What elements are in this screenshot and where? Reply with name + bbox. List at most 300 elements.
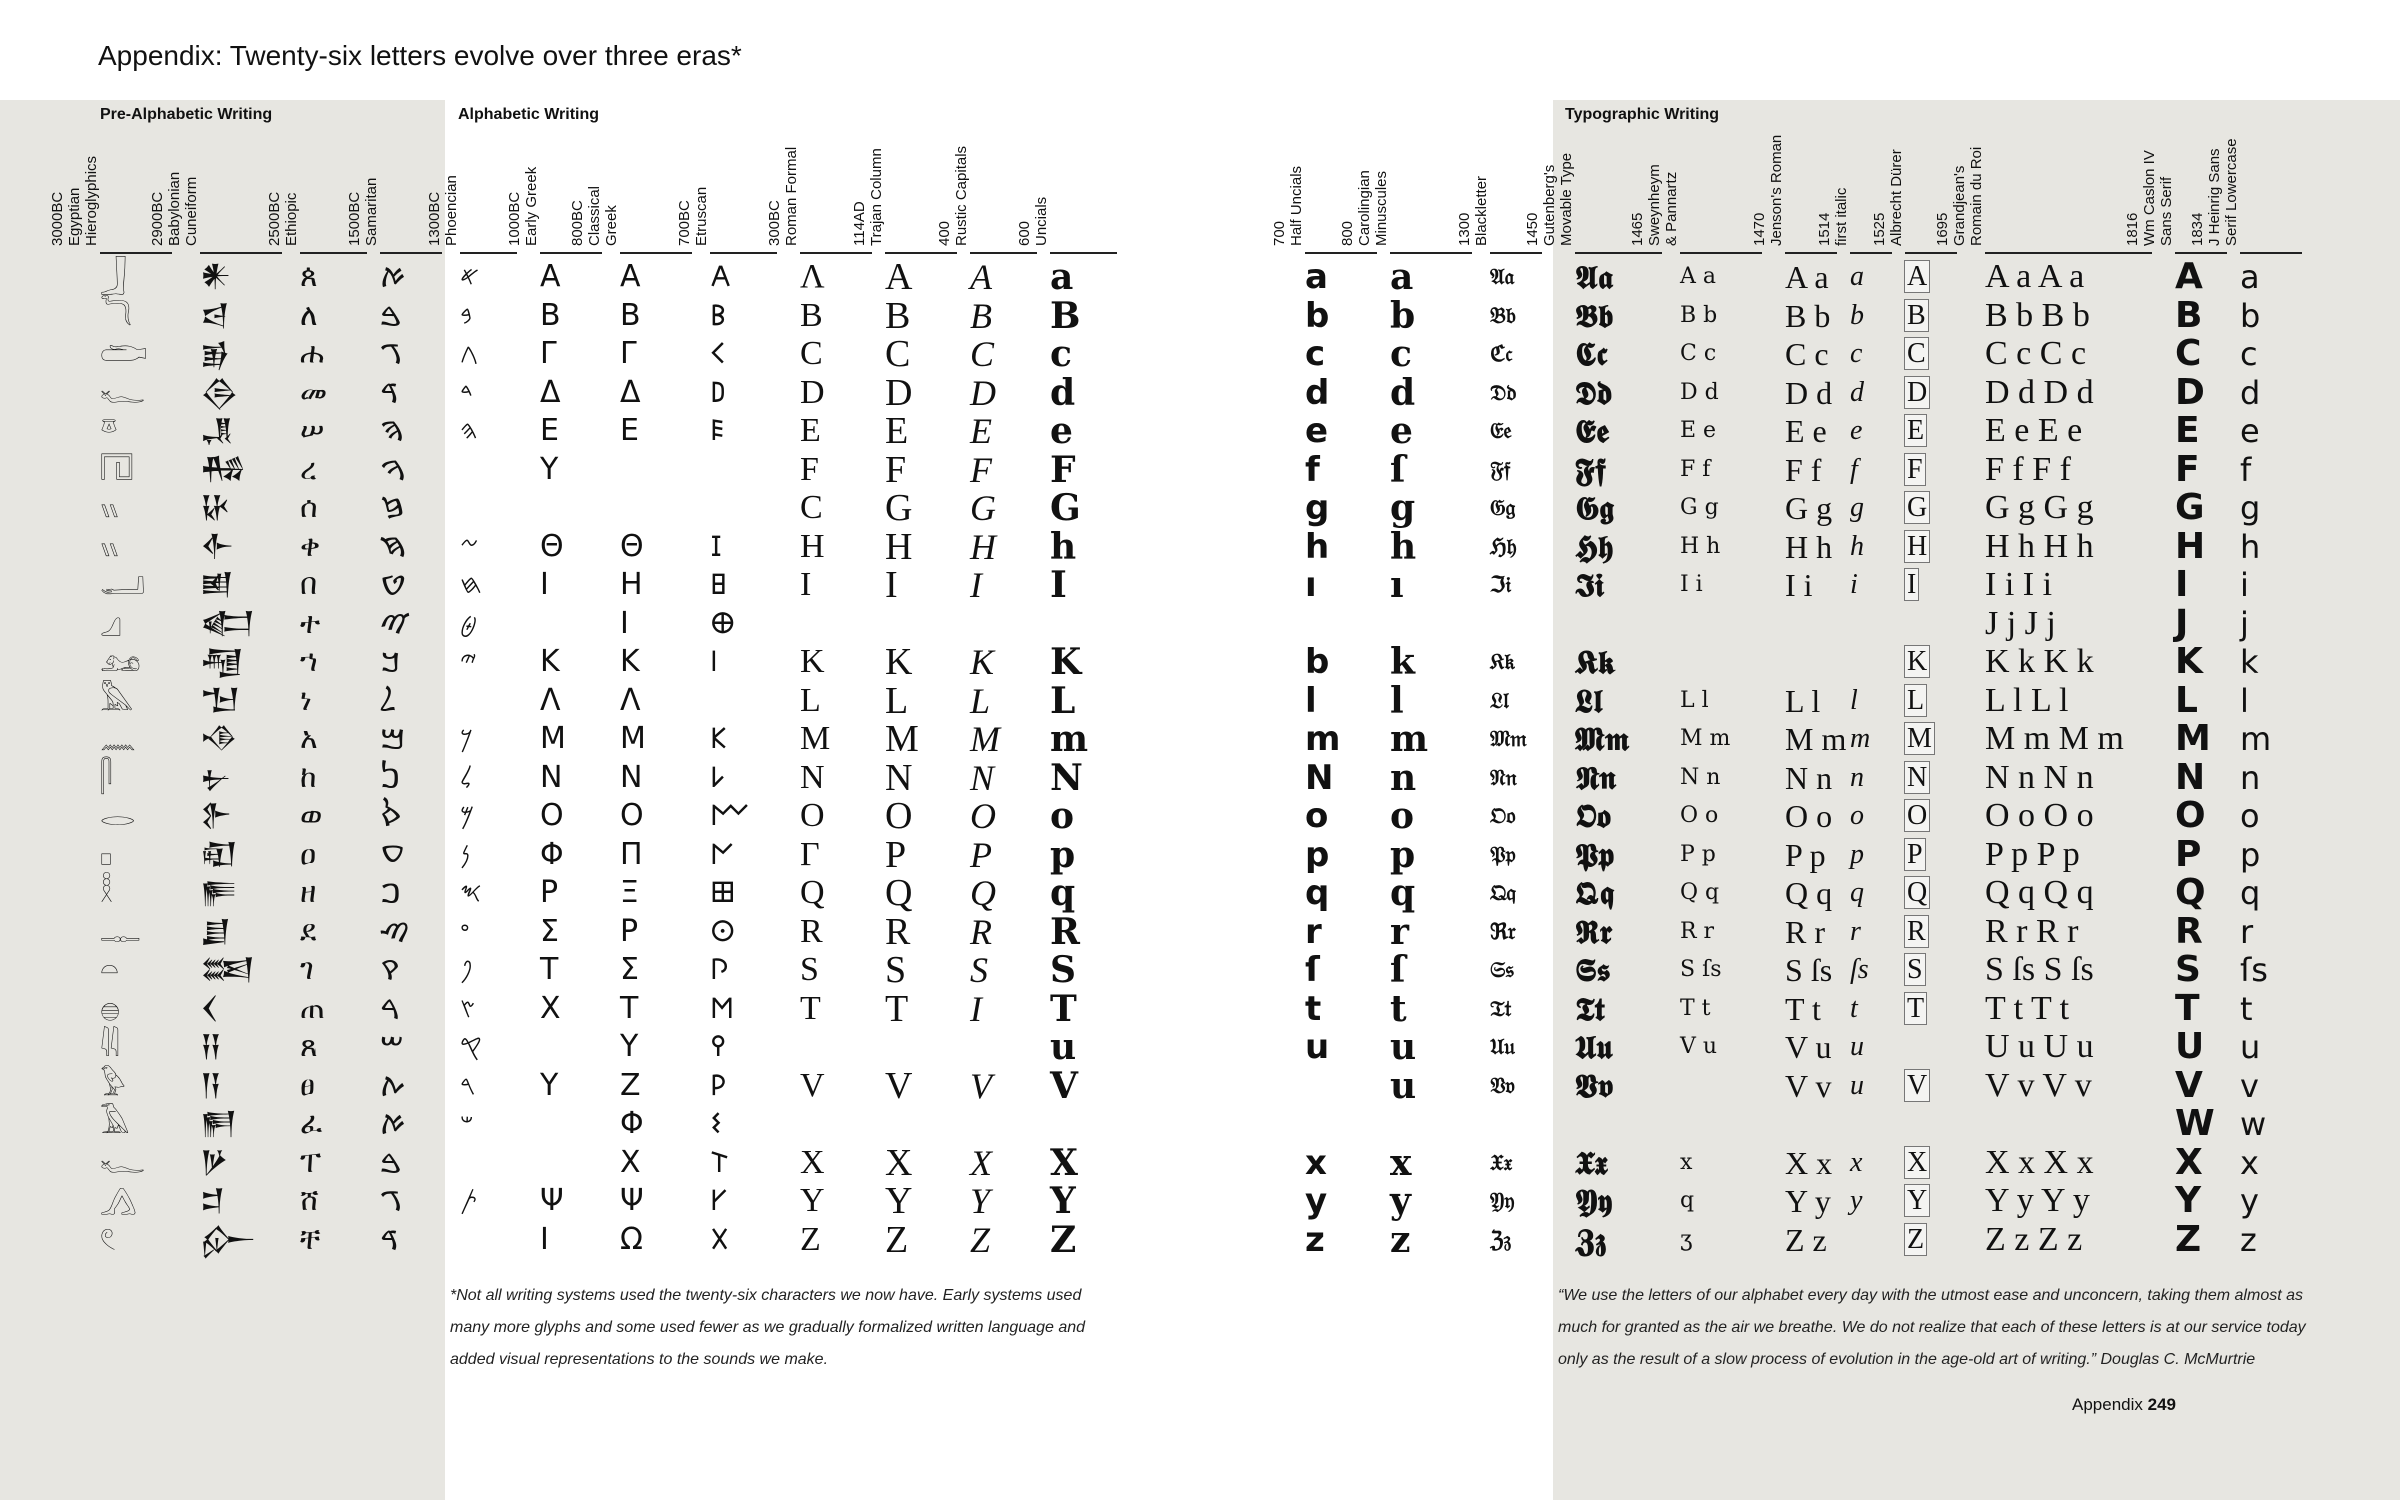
column-header <box>1524 120 1635 248</box>
glyph: E <box>970 411 992 451</box>
glyph: K <box>800 643 825 680</box>
glyph: d <box>1390 371 1416 414</box>
glyph: g <box>1390 487 1416 529</box>
glyph: 𐌐 <box>710 953 730 986</box>
glyph: ፀ <box>300 1067 315 1103</box>
glyph: H h <box>1785 528 1833 565</box>
glyph: I <box>970 565 982 605</box>
glyph: u <box>1390 1064 1417 1107</box>
glyph: 𓃀 <box>100 259 127 294</box>
glyph: Z z Z z <box>1985 1220 2083 1258</box>
glyph: q <box>1850 877 1864 908</box>
glyph: g <box>2240 489 2261 527</box>
glyph: h <box>1050 525 1077 568</box>
glyph: 𒀭 <box>200 259 232 294</box>
glyph: o <box>1305 796 1329 836</box>
glyph: 𒆷 <box>200 644 244 679</box>
glyph: Q <box>1907 877 1928 908</box>
glyph: 𝔎𝔨 <box>1490 649 1515 675</box>
column-header <box>2189 120 2300 248</box>
glyph: q <box>1050 872 1076 914</box>
glyph: 𓎛 <box>100 875 114 910</box>
column-earlygreek <box>506 120 610 1320</box>
glyph: L l <box>1785 682 1821 719</box>
column-header-line: 1500BC <box>346 191 363 246</box>
glyph: ſ <box>1305 950 1320 990</box>
glyph: 𓎼 <box>100 413 118 448</box>
glyph: k <box>2240 643 2259 681</box>
glyph: i <box>2240 566 2249 604</box>
glyph: ࠁ <box>380 1145 402 1179</box>
glyph: Λ <box>620 682 641 718</box>
glyph: X <box>800 1143 825 1181</box>
glyph: B b <box>1680 302 1718 328</box>
glyph: Z <box>885 1218 909 1261</box>
glyph: 𝔏𝔩 <box>1490 687 1509 714</box>
glyph: V <box>2175 1064 2203 1106</box>
glyph: ࠈ <box>380 568 407 601</box>
glyph: T t T t <box>1985 989 2070 1027</box>
glyph: X <box>2175 1141 2203 1183</box>
glyph: 𒁲 <box>200 374 239 410</box>
column-header-line: Jenson's Roman <box>1768 134 1785 246</box>
glyph: 𐤉 <box>460 647 477 677</box>
glyph: 𝕾𝖘 <box>1575 951 1611 989</box>
glyph: O <box>800 797 825 834</box>
page-title: Appendix: Twenty-six letters evolve over three eras* <box>98 40 742 71</box>
glyph: b <box>1305 295 1330 336</box>
glyph: f <box>1850 453 1858 485</box>
column-rule <box>1305 252 1377 254</box>
column-header-line: Serif Lowercase <box>2223 138 2240 246</box>
column-header-line: Grandjean's <box>1951 165 1968 246</box>
glyph: ࠊ <box>380 645 401 678</box>
column-header-line: 1525 <box>1871 212 1888 246</box>
column-etruscan <box>676 120 785 1320</box>
glyph: h <box>2240 527 2261 566</box>
glyph: ነ <box>300 682 312 718</box>
glyph: 𐤕 <box>460 1186 478 1216</box>
column-header-line: Uncials <box>1033 196 1050 246</box>
column-header-line: Classical <box>586 185 603 246</box>
glyph: 𒁀 <box>200 297 230 333</box>
column-rule <box>1490 252 1542 254</box>
glyph: p <box>1390 833 1416 876</box>
glyph: ከ <box>300 759 317 795</box>
glyph: B b B b <box>1985 296 2090 334</box>
glyph: C c <box>1785 336 1829 372</box>
glyph: D <box>800 373 825 411</box>
glyph: ጸ <box>300 1029 318 1064</box>
glyph: V v V v <box>1985 1066 2092 1104</box>
glyph: Κ <box>620 644 640 679</box>
glyph: O o <box>1680 803 1719 828</box>
glyph: C <box>1907 338 1926 369</box>
glyph: B <box>1907 299 1926 331</box>
glyph: D d <box>1680 379 1719 405</box>
glyph: A a <box>1785 259 1829 295</box>
glyph: Ψ <box>540 1183 564 1218</box>
glyph: Ι <box>540 567 549 602</box>
column-rule <box>800 252 872 254</box>
column-sweynheym <box>1629 120 1770 1320</box>
column-romanformal <box>766 120 880 1320</box>
glyph: M <box>970 719 1000 759</box>
glyph: Λ <box>540 682 561 718</box>
glyph: 𝕺𝖔 <box>1575 797 1611 835</box>
glyph: Β <box>540 297 561 333</box>
column-classicalgreek <box>569 120 700 1320</box>
glyph: Ξ <box>620 875 639 910</box>
glyph: ſ <box>1390 448 1406 491</box>
column-heinrig <box>2189 120 2310 1320</box>
column-babylonian <box>149 120 290 1320</box>
glyph: 𝖄𝖞 <box>1575 1182 1613 1220</box>
glyph: T t <box>1680 995 1711 1021</box>
glyph: Χ <box>620 1144 641 1180</box>
footnote-left: *Not all writing systems used the twenty-six characters we now have. Early systems used many more glyphs and some used fewer as we gradually formalized written language and added visual representations to the sounds we make. <box>450 1287 1086 1368</box>
glyph: t <box>1390 987 1407 1030</box>
glyph: S <box>970 950 988 990</box>
glyph: V u <box>1785 1029 1832 1065</box>
glyph: H <box>1907 530 1928 562</box>
glyph: p <box>2240 835 2261 874</box>
glyph: l <box>1390 679 1404 722</box>
glyph: Ο <box>620 798 644 833</box>
glyph: I <box>800 566 812 603</box>
glyph: 𒊏 <box>200 836 238 872</box>
glyph: x <box>1305 1142 1327 1183</box>
column-header-line: 800 <box>1339 220 1356 246</box>
glyph: V v <box>1785 1067 1832 1104</box>
glyph: S <box>800 951 819 988</box>
glyph: 𒅗 <box>200 605 256 641</box>
glyph: ሐ <box>300 336 325 371</box>
glyph: S <box>1050 949 1076 991</box>
glyph: e <box>1050 410 1073 452</box>
glyph: ࠒ <box>380 953 401 986</box>
column-egyptian <box>49 120 180 1320</box>
glyph: l <box>1305 680 1317 721</box>
glyph: c <box>1050 333 1072 375</box>
glyph: 𝕱𝖋 <box>1575 450 1607 489</box>
glyph: t <box>1850 992 1858 1024</box>
glyph: V <box>1050 1064 1078 1107</box>
glyph: Α <box>620 259 641 294</box>
glyph: 𐌂 <box>710 337 726 370</box>
glyph: 𓐍 <box>100 990 121 1026</box>
glyph: 𓏭 <box>100 490 120 525</box>
glyph: n <box>1390 756 1417 799</box>
column-header <box>149 120 260 248</box>
column-rule <box>460 252 517 254</box>
glyph: 𝕿𝖙 <box>1575 989 1605 1028</box>
column-header-line: Sweynheym <box>1646 164 1663 246</box>
glyph: S <box>885 949 907 991</box>
glyph: Ν <box>620 759 643 795</box>
glyph: 𝕭𝖇 <box>1575 296 1614 335</box>
quote-right: “We use the letters of our alphabet every day with the utmost ease and unconcern, taking them almost as much for granted as the air we breathe. We do not realize that each of these letters is at our service today only as the result of a slow process of evolution in the age-old art of writing.” Douglas C. McMurtrie <box>1558 1287 2306 1368</box>
glyph: x <box>1680 1149 1693 1175</box>
glyph: Z <box>970 1219 991 1260</box>
glyph: L <box>970 680 991 721</box>
glyph: Σ <box>540 913 559 949</box>
glyph: u <box>1390 1026 1417 1068</box>
glyph: 𐌄 <box>710 414 726 447</box>
glyph: L <box>800 681 821 719</box>
column-rule <box>620 252 692 254</box>
glyph: በ <box>300 567 318 602</box>
glyph: n <box>1850 761 1864 793</box>
glyph: 𐌔 <box>710 1107 723 1140</box>
column-caslon <box>2124 120 2235 1320</box>
glyph: 𒊓 <box>200 875 238 910</box>
column-header-line: 1695 <box>1934 212 1951 246</box>
glyph: 𐌃 <box>710 375 727 409</box>
column-header-line: 2500BC <box>266 191 283 246</box>
glyph: w <box>2240 1105 2267 1143</box>
glyph: 𐤑 <box>460 993 476 1024</box>
glyph: 𐌉 <box>710 645 718 678</box>
column-rule <box>2175 252 2227 254</box>
glyph: H <box>2175 525 2206 567</box>
glyph: V <box>1907 1069 1928 1101</box>
glyph: 𝕹𝖓 <box>1575 758 1616 797</box>
glyph: u <box>1850 1031 1864 1062</box>
glyph: C c C c <box>1985 335 2087 372</box>
glyph: 𒈾 <box>200 721 238 756</box>
glyph: 𓏏 <box>100 952 119 987</box>
glyph: r <box>2240 912 2254 951</box>
glyph: ࠂ <box>380 1184 403 1217</box>
glyph: ſs <box>1850 954 1869 985</box>
glyph: 𝕼𝖖 <box>1575 874 1615 912</box>
column-header-line: Half Uncials <box>1288 165 1305 246</box>
glyph: T <box>2175 987 2200 1029</box>
column-header <box>569 120 680 248</box>
glyph: 𐤂 <box>460 339 479 369</box>
glyph: መ <box>300 374 328 410</box>
glyph: q <box>1680 1188 1695 1213</box>
column-header-line: Ethiopic <box>283 192 300 246</box>
glyph: Ι <box>620 605 629 641</box>
glyph: g <box>1850 492 1864 523</box>
glyph: 𓇌 <box>100 1029 120 1064</box>
glyph: Q <box>2175 872 2206 913</box>
glyph: 𒉿 <box>200 798 233 833</box>
column-rule <box>380 252 442 254</box>
glyph: 𓆓 <box>100 297 133 333</box>
glyph: X <box>1050 1141 1078 1184</box>
glyph: J <box>2175 602 2189 644</box>
glyph: H h H h <box>1985 527 2094 565</box>
glyph: 𝔓𝔭 <box>1490 841 1516 868</box>
glyph: አ <box>300 721 318 756</box>
glyph: b <box>2240 296 2261 335</box>
glyph: M <box>885 718 919 760</box>
glyph: z <box>2240 1220 2257 1259</box>
glyph: 𒌋 <box>200 990 219 1026</box>
glyph: E e E e <box>1985 412 2083 449</box>
column-trajan <box>851 120 965 1320</box>
glyph: u <box>2240 1028 2261 1066</box>
glyph: Α <box>540 259 561 294</box>
column-header-line: Blackletter <box>1473 175 1490 246</box>
glyph: ʒ <box>1680 1226 1693 1252</box>
column-rule <box>2240 252 2302 254</box>
glyph: 𓂋 <box>100 798 136 833</box>
glyph: A <box>2175 256 2203 297</box>
glyph: ቸ <box>300 1221 321 1257</box>
glyph: 𓅓 <box>100 682 134 718</box>
glyph: 𒅖 <box>200 567 234 602</box>
column-header <box>1629 120 1740 248</box>
glyph: h <box>1850 530 1864 562</box>
glyph: O <box>885 795 913 837</box>
glyph: ſs <box>2240 951 2268 989</box>
glyph: I <box>1907 569 1917 600</box>
glyph: d <box>2240 373 2261 412</box>
glyph: p <box>1850 838 1864 870</box>
glyph: E <box>2175 410 2200 451</box>
glyph: ࠀ <box>380 260 406 293</box>
glyph: I <box>2175 564 2189 605</box>
glyph: ı <box>1305 565 1317 605</box>
glyph: 𒂊 <box>200 336 231 371</box>
glyph: 𝕯𝖉 <box>1575 373 1613 412</box>
glyph: U u U u <box>1985 1028 2094 1065</box>
glyph: Ρ <box>620 913 639 949</box>
glyph: Θ <box>540 528 564 564</box>
glyph: y <box>1305 1181 1328 1221</box>
glyph: 𐌒 <box>710 1030 727 1063</box>
column-grandjean <box>1934 120 2160 1320</box>
glyph: 𝔈𝔢 <box>1490 418 1512 444</box>
glyph: 𐌕 <box>710 1145 730 1179</box>
glyph: 𐤊 <box>460 724 474 754</box>
glyph: 𐤁 <box>460 300 473 331</box>
column-header-line: 700BC <box>676 200 693 246</box>
column-rule <box>1850 252 1892 254</box>
glyph: M <box>800 720 831 757</box>
glyph: e <box>1390 410 1413 452</box>
column-header-line: Gutenberg's <box>1541 164 1558 246</box>
column-header-line: 1514 <box>1816 212 1833 246</box>
column-rule <box>970 252 1037 254</box>
glyph: v <box>2240 1066 2259 1105</box>
column-header-line: J Heinrig Sans <box>2206 148 2223 246</box>
glyph: u <box>1850 1069 1864 1101</box>
glyph: Y <box>885 1180 913 1222</box>
glyph: F <box>1050 448 1076 491</box>
glyph: e <box>1850 415 1863 446</box>
glyph: ተ <box>300 605 321 641</box>
column-header-line: 600 <box>1016 220 1033 246</box>
glyph: T t <box>1785 990 1821 1027</box>
glyph: X x X x <box>1985 1143 2094 1181</box>
glyph: 𒅆 <box>200 528 235 564</box>
glyph: 𝖁𝖛 <box>1575 1066 1614 1105</box>
glyph: m <box>1850 723 1871 754</box>
glyph: G g G g <box>1985 489 2094 526</box>
glyph: 𐌋 <box>710 760 726 794</box>
glyph: Υ <box>620 1029 639 1064</box>
glyph: ዘ <box>300 875 317 910</box>
glyph: Π <box>620 836 643 872</box>
glyph: G g <box>1785 490 1833 526</box>
glyph: Β <box>620 297 641 333</box>
glyph: 𝔗𝔱 <box>1490 995 1512 1022</box>
column-header-line: Minuscules <box>1373 170 1390 246</box>
glyph: S ſs <box>1680 957 1722 982</box>
glyph: Y y Y y <box>1985 1182 2090 1219</box>
glyph: 𝔐𝔪 <box>1490 726 1527 752</box>
column-header-line: 1465 <box>1629 212 1646 246</box>
glyph: x <box>1850 1146 1863 1178</box>
glyph: K <box>970 642 995 682</box>
glyph: ࠋ <box>380 683 397 717</box>
glyph: 𓂧 <box>100 336 148 371</box>
glyph: G <box>2175 487 2205 528</box>
glyph: 𐌏 <box>710 914 736 948</box>
glyph: Δ <box>620 374 641 410</box>
glyph: r <box>1850 915 1861 947</box>
glyph: 𝕮𝖈 <box>1575 335 1608 373</box>
column-header <box>1016 120 1110 248</box>
glyph: B <box>1050 294 1081 337</box>
glyph: 𝕴𝖎 <box>1575 566 1605 604</box>
glyph: Y <box>1050 1180 1076 1222</box>
glyph: C <box>885 333 911 375</box>
glyph: a <box>1390 256 1414 298</box>
glyph: n <box>2240 758 2261 797</box>
glyph: D <box>885 371 913 414</box>
glyph: Y <box>800 1182 825 1219</box>
glyph: A <box>970 257 992 297</box>
column-rule <box>1985 252 2152 254</box>
glyph: N <box>800 758 825 796</box>
glyph: Δ <box>540 374 561 410</box>
glyph: N <box>1907 761 1928 793</box>
glyph: N <box>1050 756 1083 799</box>
glyph: Q <box>885 872 913 914</box>
glyph: L <box>1050 679 1076 722</box>
glyph: A a A a <box>1985 258 2085 295</box>
glyph: Ε <box>620 413 639 448</box>
glyph: P <box>970 834 992 875</box>
glyph: 𝖅𝖟 <box>1575 1220 1607 1259</box>
glyph: O o O o <box>1985 797 2094 834</box>
glyph: N <box>2175 756 2206 798</box>
glyph: m <box>1390 718 1429 760</box>
glyph: Ν <box>540 759 563 795</box>
column-header-line: Rustic Capitals <box>953 145 970 246</box>
glyph: R <box>970 911 992 952</box>
glyph: Y y <box>1785 1183 1831 1219</box>
glyph: z <box>1390 1218 1411 1261</box>
glyph: 𓏲 <box>100 1221 117 1257</box>
glyph: M m M m <box>1985 720 2124 757</box>
glyph: Q <box>970 873 996 913</box>
glyph: H <box>970 526 996 567</box>
page-number: 249 <box>2147 1395 2176 1414</box>
glyph: R r <box>1680 918 1715 944</box>
glyph: I i I i <box>1985 566 2053 603</box>
glyph: P p P p <box>1985 835 2080 873</box>
glyph: Z <box>1050 1218 1077 1261</box>
glyph: 𓉔 <box>100 451 134 487</box>
glyph: d <box>1305 372 1330 413</box>
